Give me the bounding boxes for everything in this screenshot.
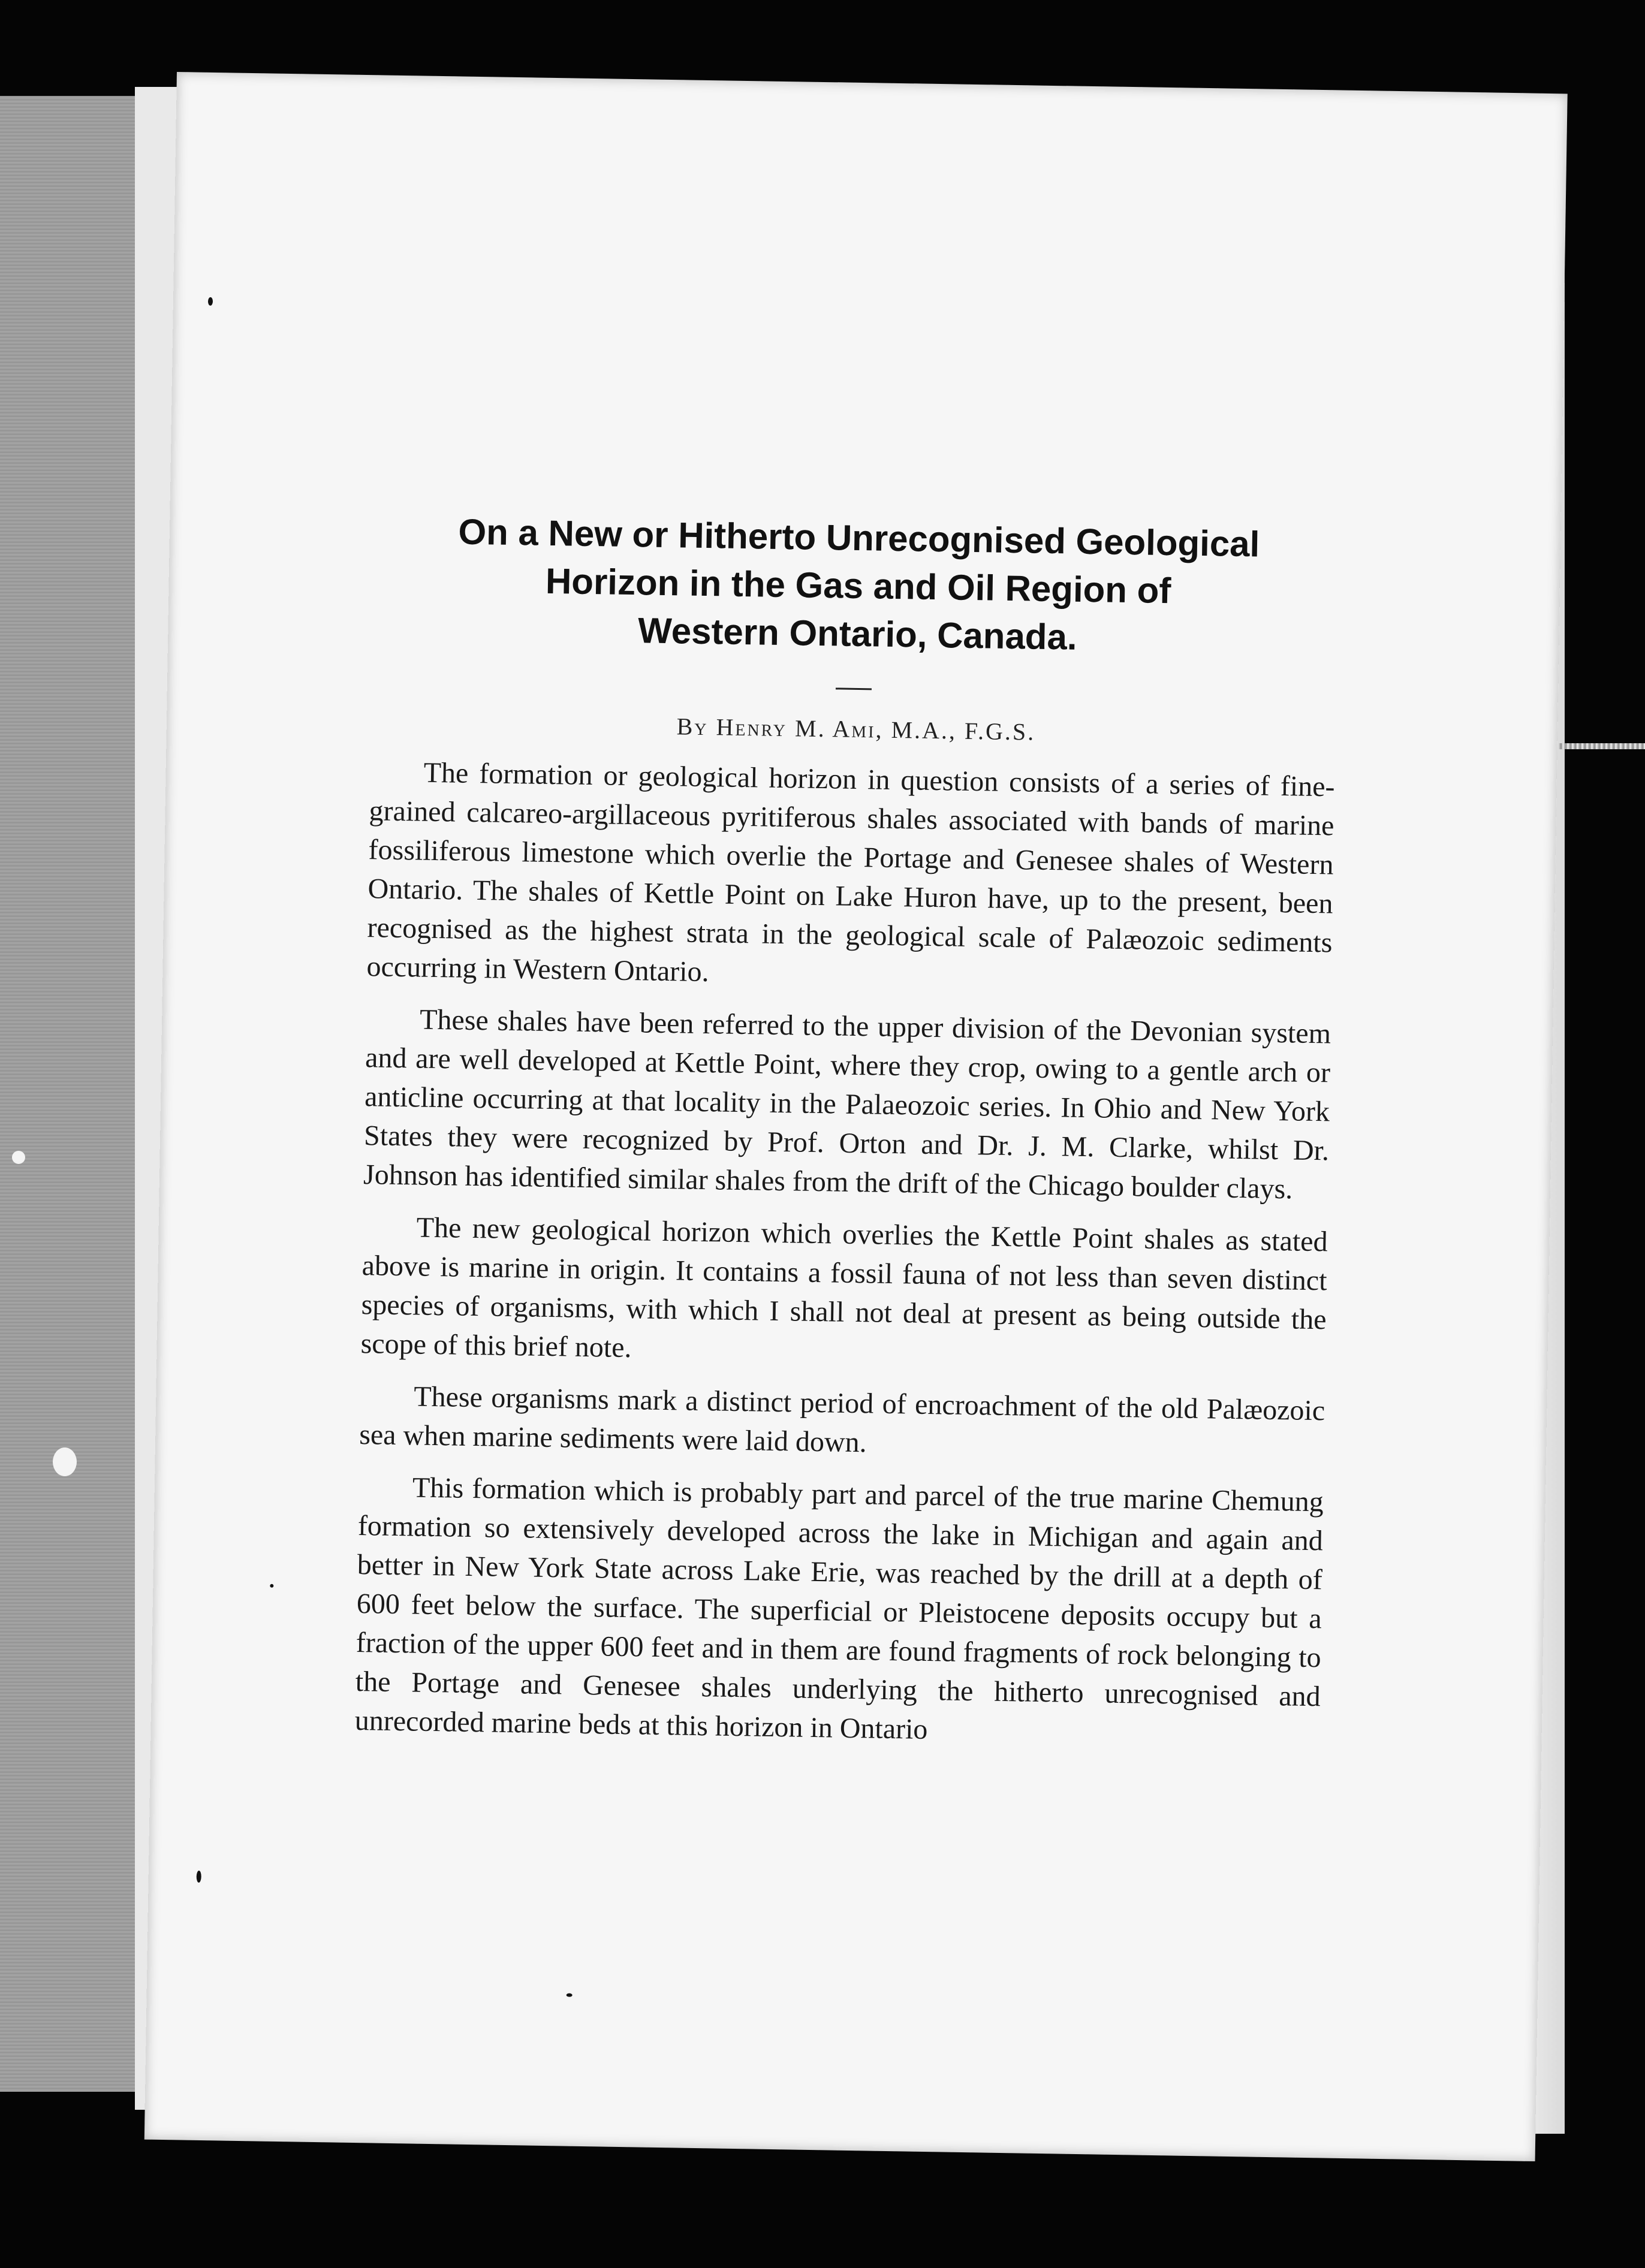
article-body: [354, 752, 1335, 1768]
speck-mark: [197, 1871, 201, 1883]
article-title: [348, 506, 1369, 666]
smudge-mark: [53, 1447, 77, 1476]
title-divider: [836, 687, 872, 690]
smudge-mark: [12, 1151, 25, 1164]
title-line: On a New or Hitherto Unrecognised Geological: [458, 511, 1260, 565]
speck-mark: [567, 1993, 573, 1997]
paragraph: These shales have been referred to the upper division of the Devonian system and are well developed at Kettle Point, where they crop, owing to a gentle arch or anticline occurring at that locality in the Palaeozoic series. In Ohio and New York States they were recognized by Prof. Orton and Dr. J. M. Clarke, whilst Dr. Johnson has identified similar shales from the drift of the Chicago boulder clays.: [363, 1003, 1331, 1205]
adjacent-page-edge: [0, 96, 135, 2092]
author-byline: By Henry M. Ami, M.A., F.G.S.: [676, 713, 1036, 746]
paragraph: The formation or geological horizon in question consists of a series of fine-grained calcareo-argillaceous pyritiferous shales associated with bands of marine fossiliferous limestone which overlie the Portage and Genesee shales of Western Ontario. The shales of Kettle Point on Lake Huron have, up to the present, been recognised as the highest strata in the geological scale of Palæozoic sediments occurring in Western Ontario.: [366, 756, 1335, 988]
title-line: Horizon in the Gas and Oil Region of: [545, 560, 1171, 611]
title-line: Western Ontario, Canada.: [637, 610, 1078, 658]
paragraph: The new geological horizon which overlies the Kettle Point shales as stated above is marine in origin. It contains a fossil fauna of not less than seven distinct species of organisms, with which I shall not deal at present as being outside the scope of this brief note.: [360, 1211, 1328, 1364]
paragraph: This formation which is probably part and parcel of the true marine Chemung formation so extensively developed across the lake in Michigan and again and better in New York State across Lake Erie, was reached by the drill at a depth of 600 feet below the surface. The superficial or Pleistocene deposits occupy but a fraction of the upper 600 feet and in them are found fragments of rock belonging to the Portage and Genesee shales underlying the hitherto unrecognised and unrecorded marine beds at this horizon in Ontario: [354, 1471, 1324, 1746]
scan-artifact: [1559, 743, 1645, 749]
speck-mark: [208, 297, 213, 306]
document-page: [144, 72, 1568, 2161]
speck-mark: [270, 1584, 273, 1588]
paragraph: These organisms mark a distinct period of encroachment of the old Palæozoic sea when marine sediments were laid down.: [358, 1380, 1325, 1459]
